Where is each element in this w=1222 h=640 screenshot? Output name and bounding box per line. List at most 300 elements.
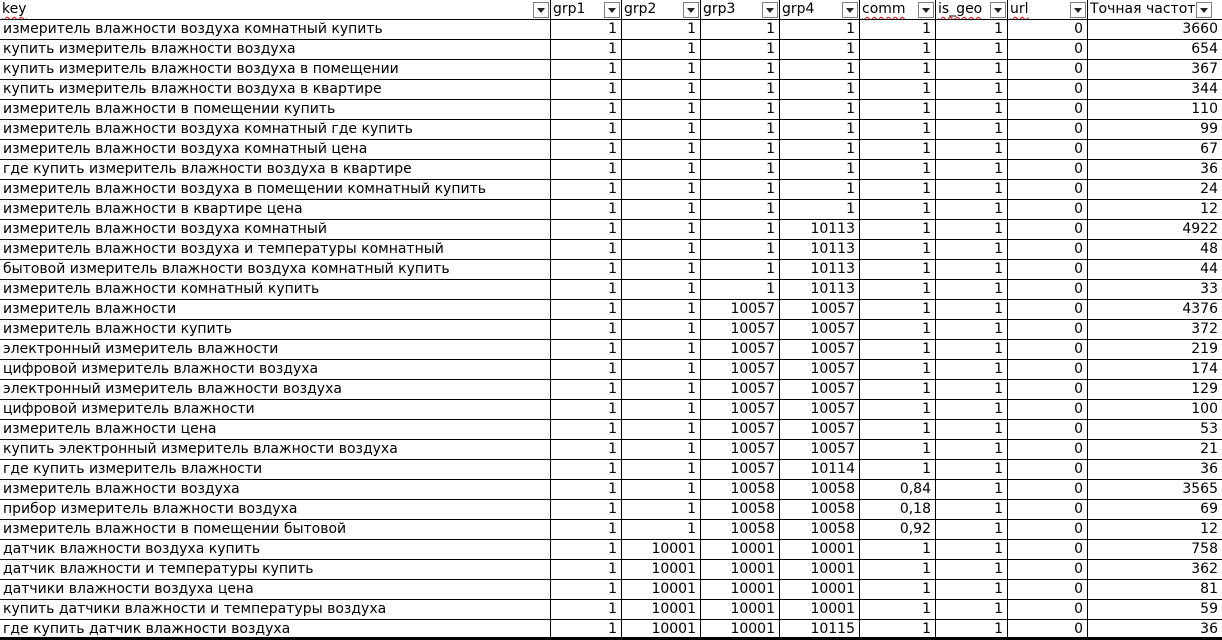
cell-grp3[interactable]: 10001 [701,600,780,619]
cell-comm[interactable]: 1 [860,620,936,639]
cell-точная-частот[interactable]: 67 [1200,141,1218,157]
column-header-is-geo[interactable] [936,0,1008,19]
cell-url[interactable]: 0 [1008,140,1088,159]
cell-grp4[interactable]: 1 [780,80,860,99]
cell-url[interactable]: 0 [1008,240,1088,259]
cell-grp1[interactable]: 1 [551,120,622,139]
cell-key[interactable]: где купить датчик влажности воздуха [0,620,551,639]
cell-comm[interactable]: 1 [860,60,936,79]
cell-is-geo[interactable]: 1 [936,280,1008,299]
cell-comm[interactable]: 1 [860,280,936,299]
cell-grp2[interactable]: 1 [622,420,701,439]
cell-grp2[interactable]: 1 [622,100,701,119]
cell-grp3[interactable]: 1 [701,220,780,239]
cell-grp3[interactable]: 1 [701,140,780,159]
cell-is-geo[interactable]: 1 [936,20,1008,39]
cell-grp4[interactable]: 10058 [780,480,860,499]
cell-url[interactable]: 0 [1008,300,1088,319]
cell-is-geo[interactable]: 1 [936,240,1008,259]
cell-grp1[interactable]: 1 [551,480,622,499]
cell-точная-частот[interactable]: 344 [1191,81,1218,97]
cell-comm[interactable]: 1 [860,220,936,239]
column-header-url[interactable] [1008,0,1088,19]
cell-key[interactable]: измеритель влажности купить [0,320,551,339]
cell-точная-частот[interactable]: 36 [1200,621,1218,637]
cell-key[interactable]: измеритель влажности воздуха [0,480,551,499]
cell-grp4[interactable]: 1 [780,100,860,119]
cell-точная-частот[interactable]: 3565 [1182,481,1218,497]
cell-key[interactable]: измеритель влажности воздуха комнатный цена [0,140,551,159]
cell-grp4[interactable]: 10057 [780,340,860,359]
cell-grp4[interactable]: 10057 [780,380,860,399]
cell-comm[interactable]: 1 [860,540,936,559]
cell-grp3[interactable]: 1 [701,20,780,39]
cell-comm[interactable]: 1 [860,420,936,439]
cell-grp4[interactable]: 1 [780,200,860,219]
cell-grp1[interactable]: 1 [551,440,622,459]
cell-grp1[interactable]: 1 [551,180,622,199]
column-header-точная-частот[interactable] [1088,0,1222,19]
cell-url[interactable]: 0 [1008,320,1088,339]
cell-grp4[interactable]: 10001 [780,580,860,599]
cell-grp1[interactable]: 1 [551,580,622,599]
table-row [0,440,1222,460]
cell-is-geo[interactable]: 1 [936,180,1008,199]
cell-grp1[interactable]: 1 [551,200,622,219]
cell-key[interactable]: купить датчики влажности и температуры воздуха [0,600,551,619]
is-geo-filter-button[interactable] [990,2,1006,18]
cell-grp3[interactable]: 1 [701,80,780,99]
cell-url[interactable]: 0 [1008,20,1088,39]
cell-grp3[interactable]: 10058 [701,500,780,519]
cell-comm[interactable]: 1 [860,140,936,159]
cell-is-geo[interactable]: 1 [936,60,1008,79]
cell-comm[interactable]: 1 [860,180,936,199]
cell-comm[interactable]: 1 [860,300,936,319]
cell-key[interactable]: измеритель влажности воздуха комнатный где купить [0,120,551,139]
cell-url[interactable]: 0 [1008,580,1088,599]
column-header-grp2[interactable] [622,0,701,19]
cell-точная-частот[interactable]: 59 [1200,601,1218,617]
cell-grp2[interactable]: 1 [622,440,701,459]
cell-grp1[interactable]: 1 [551,500,622,519]
cell-is-geo[interactable]: 1 [936,480,1008,499]
cell-is-geo[interactable]: 1 [936,440,1008,459]
cell-url[interactable]: 0 [1008,60,1088,79]
cell-grp4[interactable]: 10114 [780,460,860,479]
cell-key[interactable]: измеритель влажности воздуха и температуры комнатный [0,240,551,259]
cell-grp1[interactable]: 1 [551,460,622,479]
cell-key[interactable]: купить измеритель влажности воздуха в квартире [0,80,551,99]
cell-url[interactable]: 0 [1008,500,1088,519]
cell-is-geo[interactable]: 1 [936,140,1008,159]
cell-grp3[interactable]: 10058 [701,520,780,539]
cell-grp1[interactable]: 1 [551,160,622,179]
cell-grp2[interactable]: 1 [622,20,701,39]
cell-is-geo[interactable]: 1 [936,260,1008,279]
cell-url[interactable]: 0 [1008,620,1088,639]
cell-key[interactable]: измеритель влажности [0,300,551,319]
cell-точная-частот[interactable]: 4376 [1182,301,1218,317]
cell-comm[interactable]: 1 [860,100,936,119]
cell-url[interactable]: 0 [1008,100,1088,119]
column-header-comm[interactable] [860,0,936,19]
cell-grp2[interactable]: 1 [622,300,701,319]
cell-grp4[interactable]: 10057 [780,420,860,439]
cell-key[interactable]: датчик влажности воздуха купить [0,540,551,559]
cell-grp3[interactable]: 10057 [701,320,780,339]
cell-url[interactable]: 0 [1008,200,1088,219]
cell-grp1[interactable]: 1 [551,380,622,399]
cell-comm[interactable]: 1 [860,320,936,339]
cell-key[interactable]: купить электронный измеритель влажности воздуха [0,440,551,459]
cell-grp3[interactable]: 10057 [701,440,780,459]
cell-grp3[interactable]: 1 [701,100,780,119]
cell-key[interactable]: измеритель влажности воздуха в помещении комнатный купить [0,180,551,199]
cell-точная-частот[interactable]: 129 [1191,381,1218,397]
cell-точная-частот[interactable]: 4922 [1182,221,1218,237]
cell-grp1[interactable]: 1 [551,520,622,539]
cell-точная-частот[interactable]: 758 [1191,541,1218,557]
cell-grp1[interactable]: 1 [551,80,622,99]
cell-grp3[interactable]: 10001 [701,560,780,579]
cell-comm[interactable]: 1 [860,560,936,579]
cell-grp2[interactable]: 1 [622,360,701,379]
cell-key[interactable]: датчики влажности воздуха цена [0,580,551,599]
cell-is-geo[interactable]: 1 [936,300,1008,319]
cell-is-geo[interactable]: 1 [936,580,1008,599]
cell-точная-частот[interactable]: 174 [1191,361,1218,377]
cell-grp1[interactable]: 1 [551,60,622,79]
cell-grp2[interactable]: 1 [622,200,701,219]
cell-grp3[interactable]: 1 [701,280,780,299]
cell-grp2[interactable]: 10001 [622,540,701,559]
cell-grp2[interactable]: 1 [622,80,701,99]
cell-grp3[interactable]: 1 [701,40,780,59]
cell-comm[interactable]: 1 [860,160,936,179]
cell-grp2[interactable]: 1 [622,480,701,499]
cell-grp1[interactable]: 1 [551,20,622,39]
cell-grp2[interactable]: 1 [622,380,701,399]
cell-is-geo[interactable]: 1 [936,40,1008,59]
cell-точная-частот[interactable]: 110 [1191,101,1218,117]
cell-is-geo[interactable]: 1 [936,340,1008,359]
column-header-grp3[interactable] [701,0,780,19]
cell-is-geo[interactable]: 1 [936,560,1008,579]
cell-comm[interactable]: 1 [860,360,936,379]
cell-grp2[interactable]: 1 [622,460,701,479]
cell-key[interactable]: измеритель влажности воздуха комнатный купить [0,20,551,39]
cell-grp1[interactable]: 1 [551,220,622,239]
cell-grp3[interactable]: 10001 [701,620,780,639]
cell-comm[interactable]: 1 [860,120,936,139]
cell-точная-частот[interactable]: 48 [1200,241,1218,257]
cell-grp3[interactable]: 1 [701,160,780,179]
cell-grp2[interactable]: 1 [622,220,701,239]
cell-comm[interactable]: 1 [860,380,936,399]
cell-comm[interactable]: 1 [860,200,936,219]
cell-url[interactable]: 0 [1008,280,1088,299]
cell-grp1[interactable]: 1 [551,360,622,379]
cell-url[interactable]: 0 [1008,380,1088,399]
cell-grp1[interactable]: 1 [551,560,622,579]
cell-grp3[interactable]: 10057 [701,380,780,399]
cell-key[interactable]: купить измеритель влажности воздуха [0,40,551,59]
cell-is-geo[interactable]: 1 [936,160,1008,179]
cell-key[interactable]: где купить измеритель влажности воздуха в квартире [0,160,551,179]
cell-url[interactable]: 0 [1008,420,1088,439]
cell-grp1[interactable]: 1 [551,40,622,59]
cell-url[interactable]: 0 [1008,180,1088,199]
cell-grp2[interactable]: 1 [622,180,701,199]
cell-key[interactable]: датчик влажности и температуры купить [0,560,551,579]
cell-url[interactable]: 0 [1008,220,1088,239]
cell-key[interactable]: измеритель влажности в помещении купить [0,100,551,119]
cell-grp4[interactable]: 10113 [780,280,860,299]
cell-grp2[interactable]: 1 [622,120,701,139]
cell-url[interactable]: 0 [1008,600,1088,619]
cell-is-geo[interactable]: 1 [936,500,1008,519]
grp1-filter-button[interactable] [604,2,620,18]
cell-grp3[interactable]: 10057 [701,340,780,359]
cell-key[interactable]: прибор измеритель влажности воздуха [0,500,551,519]
cell-comm[interactable]: 1 [860,400,936,419]
cell-comm[interactable]: 1 [860,80,936,99]
cell-key[interactable]: электронный измеритель влажности воздуха [0,380,551,399]
cell-url[interactable]: 0 [1008,460,1088,479]
cell-comm[interactable]: 1 [860,20,936,39]
cell-grp4[interactable]: 10057 [780,300,860,319]
cell-точная-частот[interactable]: 69 [1200,501,1218,517]
cell-точная-частот[interactable]: 372 [1191,321,1218,337]
cell-точная-частот[interactable]: 100 [1191,401,1218,417]
cell-точная-частот[interactable]: 654 [1191,41,1218,57]
table-body [0,20,1222,640]
cell-точная-частот[interactable]: 53 [1200,421,1218,437]
cell-grp2[interactable]: 10001 [622,620,701,639]
точная-частот-filter-button[interactable] [1196,2,1212,18]
cell-grp4[interactable]: 10113 [780,220,860,239]
cell-url[interactable]: 0 [1008,260,1088,279]
cell-grp2[interactable]: 1 [622,40,701,59]
cell-grp4[interactable]: 10057 [780,320,860,339]
cell-точная-частот[interactable]: 21 [1200,441,1218,457]
cell-grp3[interactable]: 10057 [701,420,780,439]
cell-key[interactable]: измеритель влажности в помещении бытовой [0,520,551,539]
cell-comm[interactable]: 0,92 [860,520,936,539]
cell-key[interactable]: цифровой измеритель влажности [0,400,551,419]
cell-comm[interactable]: 1 [860,600,936,619]
cell-grp4[interactable]: 1 [780,180,860,199]
cell-grp4[interactable]: 10057 [780,400,860,419]
cell-is-geo[interactable]: 1 [936,80,1008,99]
cell-grp2[interactable]: 1 [622,60,701,79]
cell-is-geo[interactable]: 1 [936,200,1008,219]
cell-is-geo[interactable]: 1 [936,600,1008,619]
cell-key[interactable]: измеритель влажности комнатный купить [0,280,551,299]
table-row [0,340,1222,360]
cell-grp4[interactable]: 1 [780,60,860,79]
cell-grp3[interactable]: 10001 [701,580,780,599]
cell-точная-частот[interactable]: 12 [1200,201,1218,217]
cell-grp1[interactable]: 1 [551,620,622,639]
cell-url[interactable]: 0 [1008,80,1088,99]
key-filter-button[interactable] [533,2,549,18]
cell-grp1[interactable]: 1 [551,300,622,319]
cell-url[interactable]: 0 [1008,540,1088,559]
cell-comm[interactable]: 1 [860,260,936,279]
cell-key[interactable]: измеритель влажности воздуха комнатный [0,220,551,239]
cell-grp4[interactable]: 1 [780,20,860,39]
column-header-grp1[interactable] [551,0,622,19]
cell-grp3[interactable]: 1 [701,260,780,279]
cell-grp4[interactable]: 1 [780,140,860,159]
cell-точная-частот[interactable]: 36 [1200,461,1218,477]
cell-grp2[interactable]: 1 [622,280,701,299]
cell-comm[interactable]: 1 [860,40,936,59]
grp4-filter-button[interactable] [842,2,858,18]
cell-url[interactable]: 0 [1008,480,1088,499]
cell-comm[interactable]: 1 [860,240,936,259]
cell-is-geo[interactable]: 1 [936,100,1008,119]
cell-grp3[interactable]: 1 [701,60,780,79]
cell-key[interactable]: электронный измеритель влажности [0,340,551,359]
cell-grp1[interactable]: 1 [551,600,622,619]
cell-grp2[interactable]: 10001 [622,580,701,599]
cell-key[interactable]: бытовой измеритель влажности воздуха комнатный купить [0,260,551,279]
cell-grp2[interactable]: 1 [622,320,701,339]
cell-grp4[interactable]: 10001 [780,600,860,619]
cell-key[interactable]: купить измеритель влажности воздуха в помещении [0,60,551,79]
cell-grp4[interactable]: 10058 [780,500,860,519]
cell-is-geo[interactable]: 1 [936,400,1008,419]
cell-grp3[interactable]: 10058 [701,480,780,499]
cell-comm[interactable]: 0,84 [860,480,936,499]
cell-grp4[interactable]: 10057 [780,360,860,379]
cell-точная-частот[interactable]: 36 [1200,161,1218,177]
cell-url[interactable]: 0 [1008,120,1088,139]
cell-grp4[interactable]: 10058 [780,520,860,539]
cell-grp3[interactable]: 10057 [701,360,780,379]
cell-grp3[interactable]: 10001 [701,540,780,559]
cell-grp1[interactable]: 1 [551,320,622,339]
cell-comm[interactable]: 1 [860,580,936,599]
cell-grp2[interactable]: 1 [622,140,701,159]
cell-comm[interactable]: 1 [860,340,936,359]
cell-is-geo[interactable]: 1 [936,120,1008,139]
cell-grp1[interactable]: 1 [551,420,622,439]
column-header-key[interactable] [0,0,551,19]
cell-точная-частот[interactable]: 367 [1191,61,1218,77]
cell-url[interactable]: 0 [1008,160,1088,179]
cell-grp2[interactable]: 1 [622,520,701,539]
cell-comm[interactable]: 1 [860,460,936,479]
cell-grp1[interactable]: 1 [551,340,622,359]
cell-is-geo[interactable]: 1 [936,460,1008,479]
cell-grp1[interactable]: 1 [551,100,622,119]
cell-is-geo[interactable]: 1 [936,360,1008,379]
cell-точная-частот[interactable]: 24 [1200,181,1218,197]
cell-grp3[interactable]: 1 [701,180,780,199]
cell-is-geo[interactable]: 1 [936,380,1008,399]
cell-key[interactable]: измеритель влажности в квартире цена [0,200,551,219]
cell-comm[interactable]: 1 [860,440,936,459]
cell-grp3[interactable]: 1 [701,120,780,139]
cell-key[interactable]: измеритель влажности цена [0,420,551,439]
cell-grp2[interactable]: 1 [622,500,701,519]
cell-grp3[interactable]: 1 [701,200,780,219]
cell-grp1[interactable]: 1 [551,540,622,559]
cell-grp3[interactable]: 10057 [701,400,780,419]
cell-точная-частот[interactable]: 44 [1200,261,1218,277]
cell-grp1[interactable]: 1 [551,260,622,279]
cell-grp2[interactable]: 10001 [622,560,701,579]
cell-точная-частот[interactable]: 12 [1200,521,1218,537]
cell-grp4[interactable]: 1 [780,120,860,139]
cell-grp2[interactable]: 10001 [622,600,701,619]
cell-grp1[interactable]: 1 [551,140,622,159]
cell-точная-частот[interactable]: 3660 [1182,21,1218,37]
cell-url[interactable]: 0 [1008,440,1088,459]
url-filter-button[interactable] [1070,2,1086,18]
grp3-filter-button[interactable] [762,2,778,18]
cell-точная-частот[interactable]: 33 [1200,281,1218,297]
cell-grp4[interactable]: 10001 [780,540,860,559]
cell-url[interactable]: 0 [1008,520,1088,539]
cell-grp4[interactable]: 1 [780,40,860,59]
cell-grp3[interactable]: 1 [701,240,780,259]
grp2-filter-button[interactable] [683,2,699,18]
cell-grp2[interactable]: 1 [622,400,701,419]
cell-is-geo[interactable]: 1 [936,220,1008,239]
cell-точная-частот[interactable]: 219 [1191,341,1218,357]
cell-grp4[interactable]: 10115 [780,620,860,639]
cell-key[interactable]: цифровой измеритель влажности воздуха [0,360,551,379]
cell-url[interactable]: 0 [1008,340,1088,359]
cell-grp1[interactable]: 1 [551,280,622,299]
comm-filter-button[interactable] [918,2,934,18]
cell-is-geo[interactable]: 1 [936,320,1008,339]
cell-grp2[interactable]: 1 [622,240,701,259]
cell-grp2[interactable]: 1 [622,340,701,359]
cell-comm[interactable]: 0,18 [860,500,936,519]
cell-url[interactable]: 0 [1008,360,1088,379]
cell-is-geo[interactable]: 1 [936,420,1008,439]
cell-grp1[interactable]: 1 [551,240,622,259]
cell-grp1[interactable]: 1 [551,400,622,419]
cell-grp2[interactable]: 1 [622,260,701,279]
cell-точная-частот[interactable]: 362 [1191,561,1218,577]
cell-url[interactable]: 0 [1008,400,1088,419]
cell-grp4[interactable]: 10057 [780,440,860,459]
cell-is-geo[interactable]: 1 [936,520,1008,539]
cell-точная-частот[interactable]: 99 [1200,121,1218,137]
cell-grp3[interactable]: 10057 [701,300,780,319]
cell-url[interactable]: 0 [1008,560,1088,579]
cell-grp2[interactable]: 1 [622,160,701,179]
column-header-grp4[interactable] [780,0,860,19]
cell-grp4[interactable]: 10113 [780,260,860,279]
cell-точная-частот[interactable]: 81 [1200,581,1218,597]
cell-grp4[interactable]: 10001 [780,560,860,579]
cell-grp4[interactable]: 10113 [780,240,860,259]
cell-key[interactable]: где купить измеритель влажности [0,460,551,479]
cell-grp3[interactable]: 10057 [701,460,780,479]
cell-is-geo[interactable]: 1 [936,540,1008,559]
cell-grp4[interactable]: 1 [780,160,860,179]
cell-is-geo[interactable]: 1 [936,620,1008,639]
cell-url[interactable]: 0 [1008,40,1088,59]
